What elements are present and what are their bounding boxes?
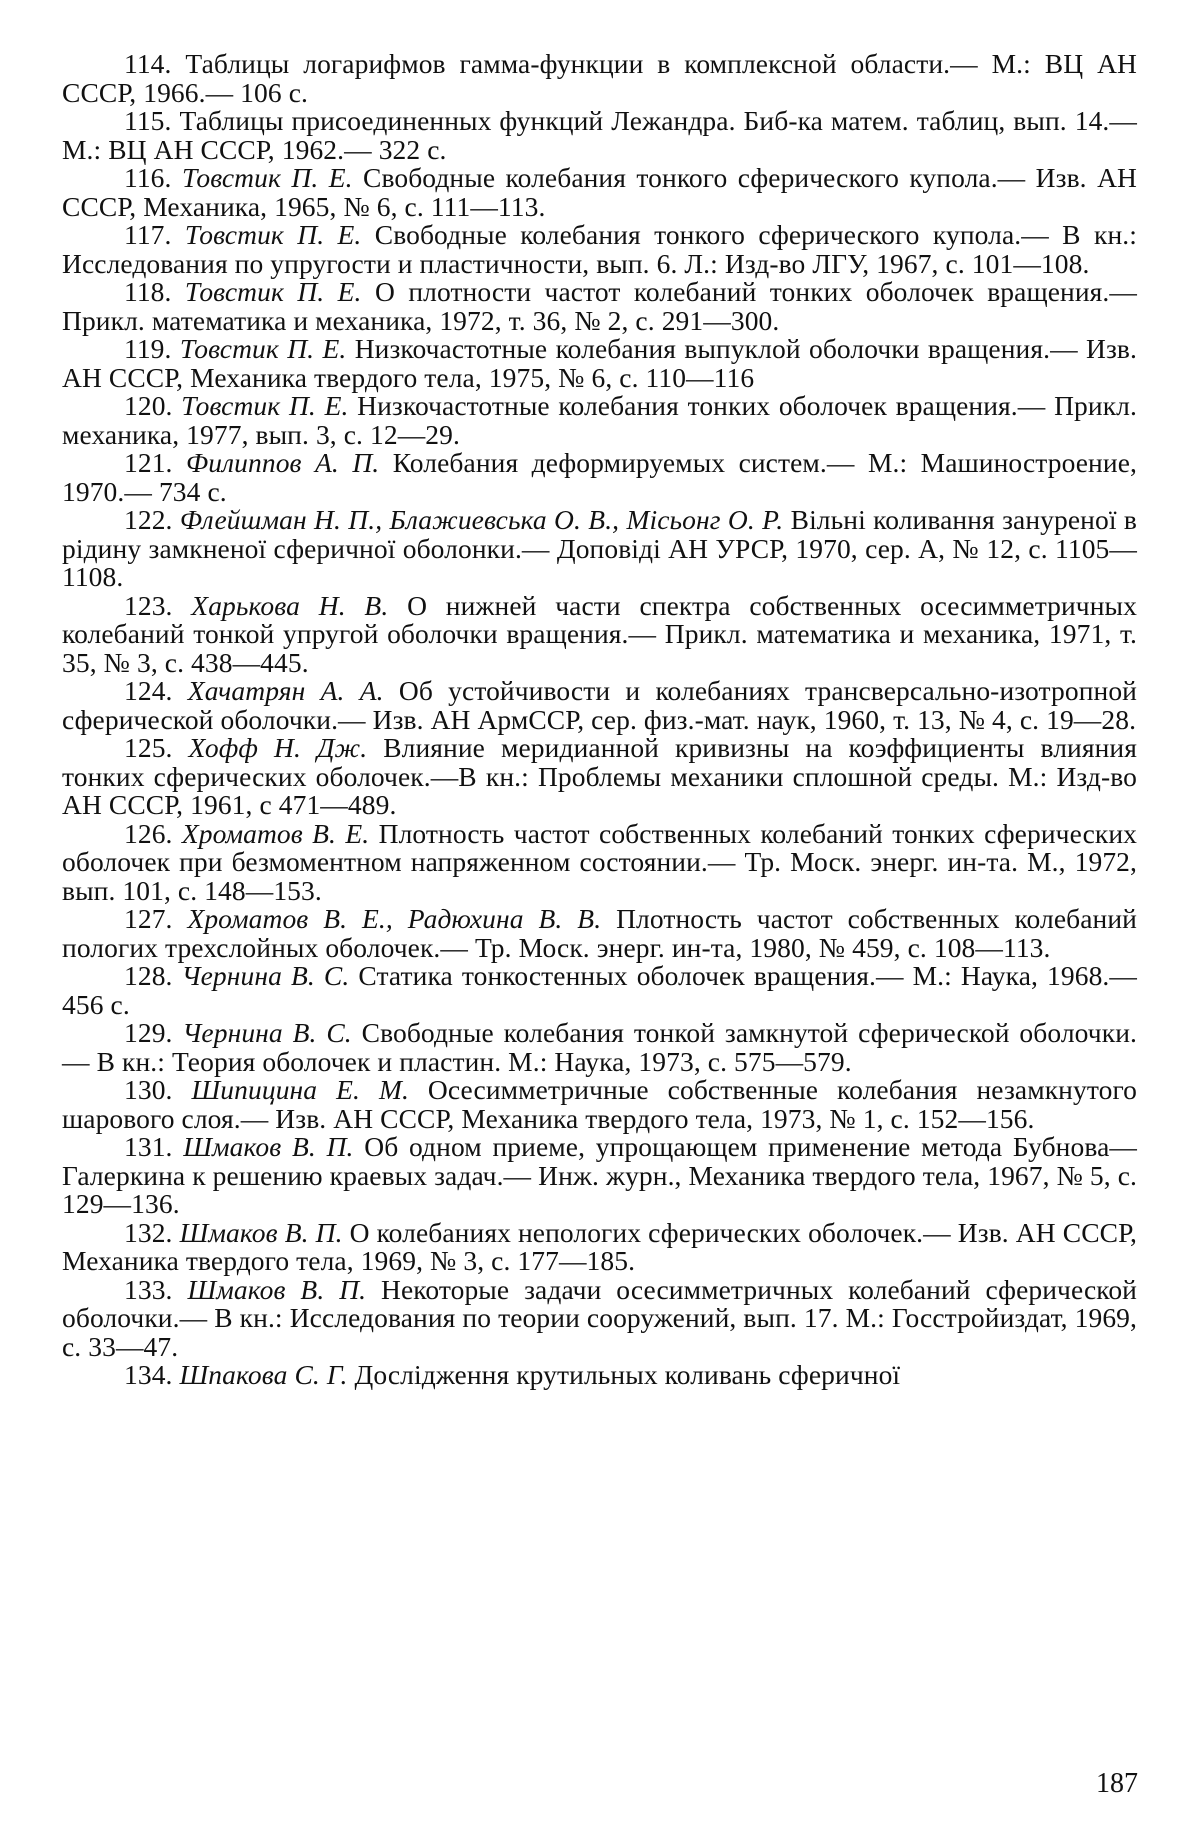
reference-text: Таблицы логарифмов гамма-функции в комплексной области.— М.: ВЦ АН СССР, 1966.— 106 с. bbox=[62, 48, 1137, 108]
reference-entry bbox=[62, 905, 1137, 962]
reference-entry bbox=[62, 1133, 1137, 1219]
reference-entry bbox=[62, 1361, 1137, 1390]
reference-entry bbox=[62, 677, 1137, 734]
reference-author: Хроматов В. Е. bbox=[181, 817, 370, 849]
reference-author: Шмаков В. П. bbox=[179, 1216, 343, 1248]
reference-number: 132. bbox=[124, 1216, 173, 1248]
reference-text: Об устойчивости и колебаниях трансверсально-изотропной сферической оболочки.— Изв. АН АрмССР, сер. физ.-мат. наук, 1960, т. 13, № 4, с. 19—28. bbox=[62, 675, 1138, 735]
reference-author: Филиппов А. П. bbox=[185, 447, 380, 478]
reference-author: Шмаков В. П. bbox=[183, 1131, 354, 1162]
reference-entry bbox=[62, 50, 1137, 107]
reference-text: Таблицы присоединенных функций Лежандра. Биб-ка матем. таблиц, вып. 14.— М.: ВЦ АН СССР, 1962.— 322 с. bbox=[62, 105, 1137, 165]
reference-number: 114. bbox=[124, 48, 172, 79]
reference-text: Некоторые задачи осесимметричных колебаний сферической оболочки.— В кн.: Исследования по теории сооружений, вып. 17. М.: Госстройиздат, 1969, с. 33—47. bbox=[62, 1273, 1137, 1362]
reference-number: 122. bbox=[124, 504, 173, 535]
reference-number: 130. bbox=[124, 1074, 173, 1105]
reference-text: О нижней части спектра собственных осесимметричных колебаний тонкой упругой оболочки вращения.— Прикл. математика и механика, 1971, т. 35, № 3, с. 438—445. bbox=[62, 589, 1137, 678]
reference-text: Низкочастотные колебания тонких оболочек вращения.— Прикл. механика, 1977, вып. 3, с. 12—29. bbox=[62, 390, 1137, 450]
reference-text: Свободные колебания тонкой замкнутой сферической оболочки.— В кн.: Теория оболочек и пластин. М.: Наука, 1973, с. 575—579. bbox=[62, 1017, 1137, 1077]
reference-author: Хачатрян А. А. bbox=[187, 675, 384, 706]
reference-author: Чернина В. С. bbox=[182, 1017, 352, 1048]
reference-entry bbox=[62, 164, 1137, 221]
reference-number: 116. bbox=[124, 162, 172, 193]
reference-text: Дослідження крутильных коливань сферичної bbox=[354, 1359, 901, 1390]
reference-entry bbox=[62, 1273, 1137, 1362]
reference-number: 124. bbox=[124, 675, 173, 706]
reference-entry bbox=[62, 1076, 1137, 1133]
reference-entry bbox=[62, 449, 1137, 506]
reference-number: 133. bbox=[124, 1273, 173, 1305]
reference-number: 121. bbox=[124, 447, 173, 478]
reference-author: Харькова Н. В. bbox=[191, 589, 389, 621]
reference-text: Об одном приеме, упрощающем применение метода Бубнова—Галеркина к решению краевых задач.— Инж. журн., Механика твердого тела, 1967, № 5, с. 129—136. bbox=[62, 1131, 1137, 1219]
reference-entry bbox=[62, 1019, 1137, 1076]
reference-text: Осесимметричные собственные колебания незамкнутого шарового слоя.— Изв. АН СССР, Механика твердого тела, 1973, № 1, с. 152—156. bbox=[62, 1074, 1137, 1134]
reference-text: Свободные колебания тонкого сферического купола.— В кн.: Исследования по упругости и пластичности, вып. 6. Л.: Изд-во ЛГУ, 1967, с. 101—108. bbox=[62, 219, 1137, 279]
reference-author: Шмаков В. П. bbox=[187, 1273, 367, 1305]
reference-number: 125. bbox=[124, 732, 173, 763]
reference-entry bbox=[62, 221, 1137, 278]
reference-author: Шипицина Е. М. bbox=[191, 1074, 409, 1105]
reference-author: Флейшман Н. П., Блажиевська О. В., Місьонг О. Р. bbox=[179, 504, 784, 535]
reference-text: Статика тонкостенных оболочек вращения.— М.: Наука, 1968.— 456 с. bbox=[62, 960, 1137, 1020]
reference-number: 129. bbox=[124, 1017, 173, 1048]
reference-number: 115. bbox=[124, 105, 172, 136]
reference-number: 126. bbox=[124, 817, 173, 849]
reference-entry bbox=[62, 506, 1137, 592]
reference-text: Плотность частот собственных колебаний тонких сферических оболочек при безмоментном напряженном состоянии.— Тр. Моск. энерг. ин-та. М., 1972, вып. 101, с. 148—153. bbox=[62, 817, 1138, 906]
reference-author: Хофф Н. Дж. bbox=[188, 732, 368, 763]
reference-number: 131. bbox=[124, 1131, 173, 1162]
reference-number: 119. bbox=[124, 333, 172, 364]
reference-text: Вільні коливання зануреної в рідину замкненої сферичної оболонки.— Доповіді АН УРСР, 1970, сер. А, № 12, с. 1105—1108. bbox=[62, 504, 1138, 592]
reference-entry bbox=[62, 392, 1137, 449]
reference-entry bbox=[62, 1216, 1138, 1276]
reference-entry bbox=[62, 962, 1137, 1019]
reference-author: Товстик П. Е. bbox=[184, 276, 362, 307]
reference-text: Свободные колебания тонкого сферического купола.— Изв. АН СССР, Механика, 1965, № 6, с. 111—113. bbox=[62, 162, 1137, 222]
reference-entry bbox=[62, 278, 1137, 335]
bibliography-page bbox=[62, 50, 1137, 1390]
reference-number: 120. bbox=[124, 390, 173, 421]
reference-entry bbox=[62, 107, 1137, 164]
reference-number: 134. bbox=[124, 1359, 173, 1390]
reference-number: 128. bbox=[124, 960, 173, 991]
reference-number: 117. bbox=[124, 219, 172, 250]
reference-text: Влияние меридианной кривизны на коэффициенты влияния тонких сферических оболочек.—В кн.: Проблемы механики сплошной среды. М.: Изд-во АН СССР, 1961, с 471—489. bbox=[62, 732, 1137, 820]
reference-text: Плотность частот собственных колебаний пологих трехслойных оболочек.— Тр. Моск. энерг. ин-та, 1980, № 459, с. 108—113. bbox=[62, 903, 1137, 963]
reference-text: Низкочастотные колебания выпуклой оболочки вращения.— Изв. АН СССР, Механика твердого тела, 1975, № 6, с. 110—116 bbox=[62, 333, 1137, 393]
reference-author: Товстик П. Е. bbox=[184, 219, 362, 250]
reference-entry bbox=[62, 734, 1137, 820]
reference-number: 118. bbox=[124, 276, 172, 307]
reference-author: Шпакова С. Г. bbox=[179, 1359, 348, 1390]
reference-author: Товстик П. Е. bbox=[179, 333, 347, 364]
reference-list bbox=[62, 50, 1137, 1390]
reference-entry bbox=[62, 335, 1137, 392]
reference-text: Колебания деформируемых систем.— М.: Машиностроение, 1970.— 734 с. bbox=[62, 447, 1137, 507]
reference-author: Товстик П. Е. bbox=[181, 162, 353, 193]
reference-author: Товстик П. Е. bbox=[181, 390, 349, 421]
reference-text: О колебаниях непологих сферических оболочек.— Изв. АН СССР, Механика твердого тела, 1969, № 3, с. 177—185. bbox=[62, 1216, 1138, 1276]
reference-author: Чернина В. С. bbox=[181, 960, 350, 991]
reference-text: О плотности частот колебаний тонких оболочек вращения.— Прикл. математика и механика, 1972, т. 36, № 2, с. 291—300. bbox=[62, 276, 1137, 336]
reference-entry bbox=[62, 817, 1138, 906]
page-number: 187 bbox=[1096, 1768, 1138, 1799]
reference-number: 127. bbox=[124, 903, 173, 934]
reference-number: 123. bbox=[124, 589, 173, 621]
reference-entry bbox=[62, 589, 1137, 678]
reference-author: Хроматов В. Е., Радюхина В. В. bbox=[187, 903, 602, 934]
